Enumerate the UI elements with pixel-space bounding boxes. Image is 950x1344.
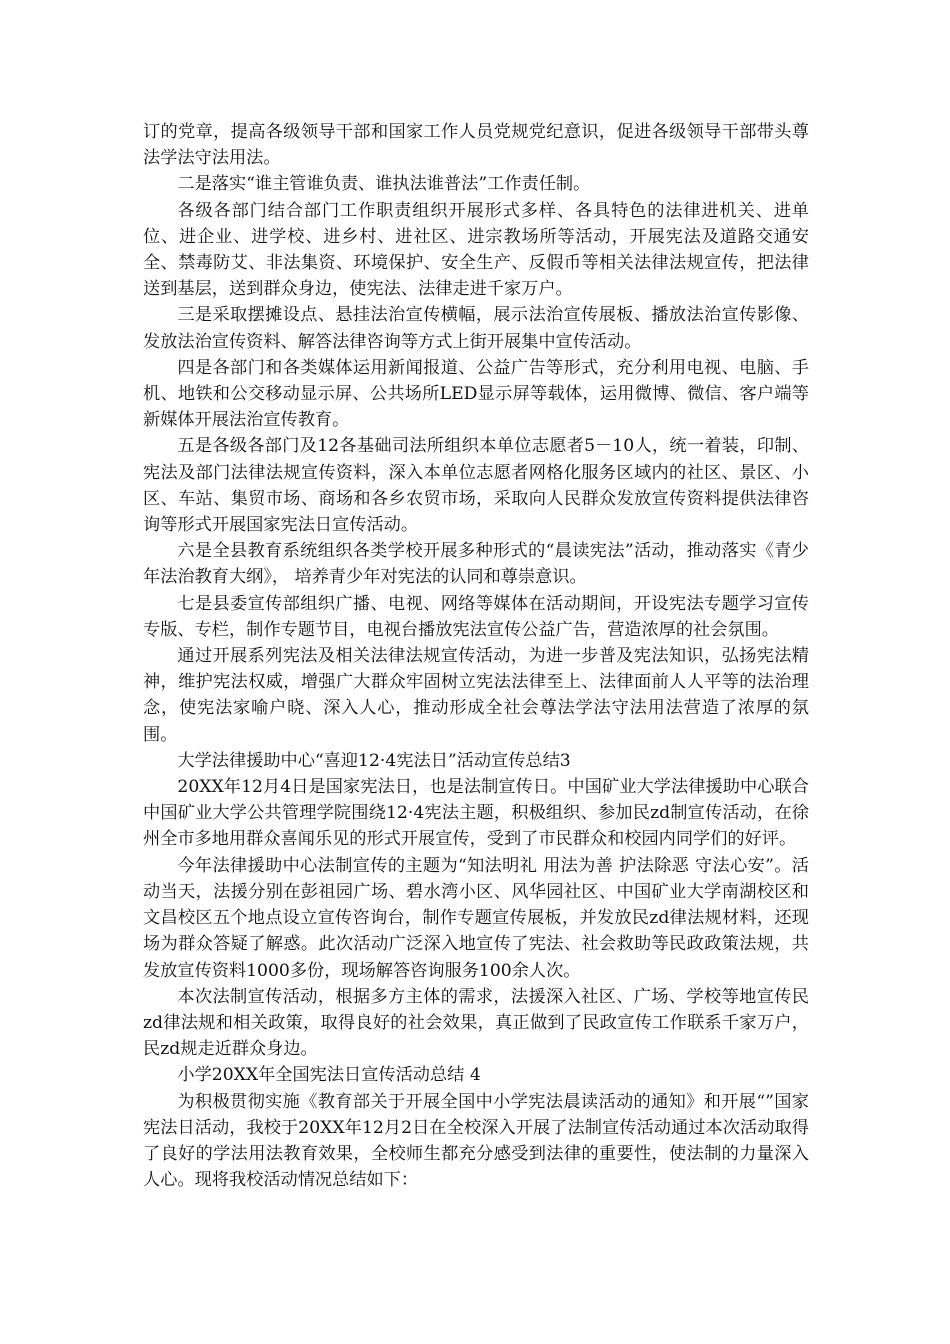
paragraph-3: 各级各部门结合部门工作职责组织开展形式多样、各具特色的法律进机关、进单位、进企业、进学校、进乡村、进社区、进宗教场所等活动，开展宪法及道路交通安全、禁毒防艾、非法集资、环境保护、安全生产、反假币等相关法律法规宣传，把法律送到基层，送到群众身边，使宪法、法律走进千家万户。 <box>143 200 809 300</box>
paragraph-12: 今年法律援助中心法制宣传的主题为“知法明礼 用法为善 护法除恶 守法心安”。活动当天，法援分别在彭祖园广场、碧水湾小区、风华园社区、中国矿业大学南湖校区和文昌校区五个地点设立宣传咨询台，制作专题宣传展板，并发放民zd律法规材料，还现场为群众答疑了解惑。此次活动广泛深入地宣传了宪法、社会救助等民政政策法规，共发放宣传资料1000多份，现场解答咨询服务100余人次。 <box>143 855 809 981</box>
paragraph-4: 三是采取摆摊设点、悬挂法治宣传横幅，展示法治宣传展板、播放法治宣传影像、发放法治宣传资料、解答法律咨询等方式上街开展集中宣传活动。 <box>143 305 809 352</box>
paragraph-6: 五是各级各部门及12各基础司法所组织本单位志愿者5－10人，统一着装，印制、宪法及部门法律法规宣传资料，深入本单位志愿者网格化服务区域内的社区、景区、小区、车站、集贸市场、商场和各乡农贸市场，采取向人民群众发放宣传资料提供法律咨询等形式开展国家宪法日宣传活动。 <box>143 436 809 536</box>
paragraph-11: 20XX年12月4日是国家宪法日，也是法制宣传日。中国矿业大学法律援助中心联合中国矿业大学公共管理学院围绕12·4宪法主题，积极组织、参加民zd制宣传活动，在徐州全市多地用群众喜闻乐见的形式开展宣传，受到了市民群众和校园内同学们的好评。 <box>143 777 809 850</box>
section-heading-3: 大学法律援助中心“喜迎12·4宪法日”活动宣传总结3 <box>177 750 571 771</box>
document-body <box>143 119 809 1193</box>
paragraph-13: 本次法制宣传活动，根据多方主体的需求，法援深入社区、广场、学校等地宣传民zd律法规和相关政策，取得良好的社会效果，真正做到了民政宣传工作联系千家万户，民zd规走近群众身边。 <box>143 986 809 1060</box>
paragraph-9: 通过开展系列宪法及相关法律法规宣传活动，为进一步普及宪法知识，弘扬宪法精神，维护宪法权威，增强广大群众牢固树立宪法法律至上、法律面前人人平等的法治理念，使宪法家喻户晓、深入人心，推动形成全社会尊法学法守法用法营造了浓厚的氛围。 <box>143 646 809 745</box>
section-heading-4: 小学20XX年全国宪法日宣传活动总结 4 <box>177 1065 481 1086</box>
paragraph-2: 二是落实“谁主管谁负责、谁执法谁普法”工作责任制。 <box>177 174 591 195</box>
paragraph-5: 四是各部门和各类媒体运用新闻报道、公益广告等形式，充分利用电视、电脑、手机、地铁和公交移动显示屏、公共场所LED显示屏等载体，运用微博、微信、客户端等新媒体开展法治宣传教育。 <box>143 357 809 431</box>
paragraph-7: 六是全县教育系统组织各类学校开展多种形式的“晨读宪法”活动，推动落实《青少年法治教育大纲》， 培养青少年对宪法的认同和尊崇意识。 <box>143 541 809 588</box>
paragraph-15: 为积极贯彻实施《教育部关于开展全国中小学宪法晨读活动的通知》和开展“”国家宪法日活动，我校于20XX年12月2日在全校深入开展了法制宣传活动通过本次活动取得了良好的学法用法教育效果，全校师生都充分感受到法律的重要性，使法制的力量深入人心。现将我校活动情况总结如下： <box>143 1091 809 1191</box>
paragraph-8: 七是县委宣传部组织广播、电视、网络等媒体在活动期间，开设宪法专题学习宣传专版、专栏，制作专题节目，电视台播放宪法宣传公益广告，营造浓厚的社会氛围。 <box>143 593 809 640</box>
paragraph-1: 订的党章，提高各级领导干部和国家工作人员党规党纪意识，促进各级领导干部带头尊法学法守法用法。 <box>143 122 809 169</box>
